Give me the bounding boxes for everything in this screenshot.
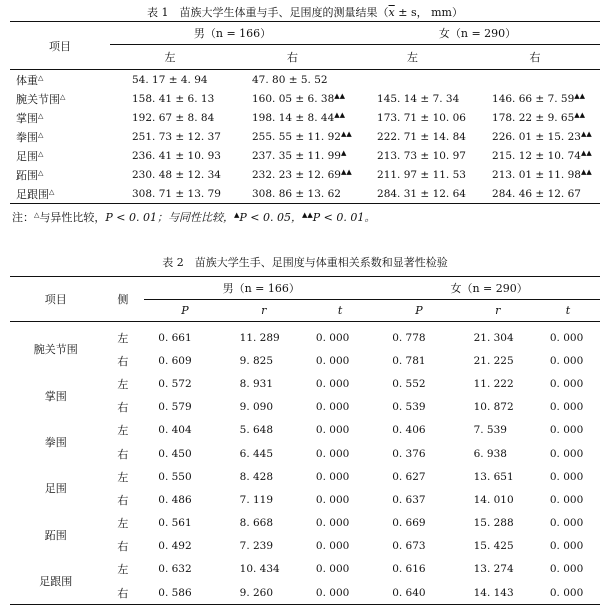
row-label-mark: △ <box>60 92 66 101</box>
value-cell: 0. 000 <box>549 493 584 506</box>
value-cell: 10. 434 <box>239 563 280 576</box>
table1-male-header: 男（n = 166） <box>110 22 355 45</box>
male-right-value <box>230 89 355 108</box>
female-left-value-text: 222. 71 ± 14. 84 <box>377 130 466 143</box>
value-cell: 0. 000 <box>549 517 584 530</box>
value-cell: 0. 000 <box>549 377 584 390</box>
male-right-value <box>230 70 355 90</box>
male-right-value-mark: ▲ <box>340 148 347 157</box>
value-cell: 0. 627 <box>392 470 426 483</box>
table1-item-header: 项目 <box>10 22 110 70</box>
value-cell: 0. 000 <box>315 354 350 367</box>
female-right-value <box>470 108 600 127</box>
group-label: 掌围 <box>44 389 67 403</box>
value-cell: 0. 579 <box>158 401 192 414</box>
note-p-same-05: P < 0. 05， <box>239 211 302 224</box>
value-cell: 8. 931 <box>239 377 274 390</box>
row-label-mark: △ <box>38 168 44 177</box>
female-left-value <box>355 108 470 127</box>
female-right-value-text: 215. 12 ± 10. 74 <box>492 149 581 162</box>
table-row <box>10 419 600 442</box>
value-cell: 8. 668 <box>239 517 274 530</box>
value-cell: 7. 119 <box>239 493 274 506</box>
value-cell: 0. 000 <box>549 401 584 414</box>
value-cell: 11. 222 <box>473 377 514 390</box>
table-row <box>10 558 600 581</box>
value-cell: 7. 239 <box>239 540 274 553</box>
value-cell: 0. 000 <box>315 401 350 414</box>
value-cell: 9. 825 <box>239 354 274 367</box>
value-cell: 0. 000 <box>315 424 350 437</box>
male-left-value <box>110 89 230 108</box>
table-row <box>10 89 600 108</box>
row-label <box>10 127 110 146</box>
value-cell: 0. 000 <box>549 470 584 483</box>
table2-col-female-p: P <box>378 300 459 322</box>
row-label-mark: △ <box>49 187 55 196</box>
value-cell: 0. 669 <box>392 517 426 530</box>
row-label <box>10 70 110 90</box>
value-cell: 9. 090 <box>239 401 274 414</box>
female-right-value-text: 146. 66 ± 7. 59 <box>492 92 575 105</box>
value-cell: 14. 010 <box>473 493 514 506</box>
male-right-value-text: 237. 35 ± 11. 99 <box>252 149 341 162</box>
value-cell: 0. 539 <box>392 401 426 414</box>
female-right-value-mark: ▲▲ <box>580 148 592 157</box>
value-cell: 13. 274 <box>473 563 514 576</box>
female-left-value-text: 145. 14 ± 7. 34 <box>377 92 460 105</box>
value-cell: 0. 000 <box>315 377 350 390</box>
male-left-value-text: 158. 41 ± 6. 13 <box>132 92 215 105</box>
value-cell: 8. 428 <box>239 470 274 483</box>
group-label: 足跟围 <box>39 575 73 589</box>
value-cell: 0. 000 <box>549 563 584 576</box>
female-right-value <box>470 146 600 165</box>
value-cell: 0. 552 <box>392 377 426 390</box>
value-cell: 0. 000 <box>549 354 584 367</box>
side-label: 左 <box>117 424 129 438</box>
table-row <box>10 146 600 165</box>
value-cell: 14. 143 <box>473 586 514 599</box>
value-cell: 0. 000 <box>315 447 350 460</box>
row-label <box>10 108 110 127</box>
value-cell: 6. 445 <box>239 447 274 460</box>
female-right-value-text: 284. 46 ± 12. 67 <box>492 187 581 200</box>
table-row <box>10 512 600 535</box>
male-right-value-text: 232. 23 ± 12. 69 <box>252 168 341 181</box>
row-label <box>10 146 110 165</box>
value-cell: 0. 000 <box>549 331 584 344</box>
table1-body <box>10 70 600 204</box>
male-right-value-text: 255. 55 ± 11. 92 <box>252 130 341 143</box>
table1-caption-prefix: 表 1 苗族大学生体重与手、足围度的测量结果（ <box>147 6 389 19</box>
value-cell: 0. 616 <box>392 563 426 576</box>
male-left-value <box>110 70 230 90</box>
male-right-value-mark: ▲▲ <box>340 167 352 176</box>
table1-caption-mean-symbol: $\overline{x}$ <box>388 6 395 19</box>
female-left-value-text: 211. 97 ± 11. 53 <box>377 168 466 181</box>
note-p-same-01: P < 0. 01。 <box>312 211 376 224</box>
female-left-value <box>355 70 470 90</box>
table1-caption <box>0 4 610 20</box>
male-left-value <box>110 184 230 204</box>
note-mark-opposite: △ <box>34 211 40 219</box>
value-cell: 0. 661 <box>158 331 192 344</box>
side-label: 右 <box>117 447 129 461</box>
row-label <box>10 165 110 184</box>
female-right-value <box>470 127 600 146</box>
table1-caption-suffix: ± s， mm） <box>394 6 463 19</box>
value-cell: 0. 000 <box>315 493 350 506</box>
side-label: 右 <box>117 540 129 554</box>
male-right-value-text: 198. 14 ± 8. 44 <box>252 111 335 124</box>
table2-side-header: 侧 <box>102 277 145 322</box>
table2-male-header: 男（n = 166） <box>144 277 378 300</box>
value-cell: 0. 404 <box>158 424 192 437</box>
male-right-value <box>230 127 355 146</box>
table2-col-male-p: P <box>144 300 225 322</box>
value-cell: 0. 000 <box>549 586 584 599</box>
note-mark-same-01: ▲▲ <box>302 211 313 219</box>
male-left-value-text: 192. 67 ± 8. 84 <box>132 111 215 124</box>
row-label-mark: △ <box>38 111 44 120</box>
value-cell: 15. 425 <box>473 540 514 553</box>
male-left-value-text: 236. 41 ± 10. 93 <box>132 149 221 162</box>
group-label: 足围 <box>44 482 67 496</box>
table2-col-female-t: t <box>536 300 600 322</box>
measurement-table <box>10 21 600 204</box>
value-cell: 0. 000 <box>549 424 584 437</box>
value-cell: 11. 289 <box>239 331 280 344</box>
value-cell: 0. 778 <box>392 331 426 344</box>
value-cell: 0. 492 <box>158 540 192 553</box>
female-right-value <box>470 70 600 90</box>
male-left-value-text: 230. 48 ± 12. 34 <box>132 168 221 181</box>
table2-caption: 表 2 苗族大学生手、足围度与体重相关系数和显著性检验 <box>162 256 448 269</box>
table-row <box>10 184 600 204</box>
female-right-value-text: 226. 01 ± 15. 23 <box>492 130 581 143</box>
value-cell: 0. 632 <box>158 563 192 576</box>
female-left-value-text: 284. 31 ± 12. 64 <box>377 187 466 200</box>
value-cell: 0. 000 <box>315 331 350 344</box>
male-right-value-mark: ▲▲ <box>334 91 346 100</box>
female-right-value-mark: ▲▲ <box>580 129 592 138</box>
value-cell: 9. 260 <box>239 586 274 599</box>
value-cell: 0. 572 <box>158 377 192 390</box>
table2-col-female-r: r <box>460 300 536 322</box>
value-cell: 0. 000 <box>315 563 350 576</box>
male-left-value <box>110 146 230 165</box>
group-label: 拳围 <box>44 435 67 449</box>
row-label-text: 腕关节围 <box>16 92 60 106</box>
value-cell: 6. 938 <box>473 447 507 460</box>
female-right-value-mark: ▲▲ <box>574 91 586 100</box>
male-right-value-mark: ▲▲ <box>340 129 352 138</box>
table1-male-right-header: 右 <box>230 45 355 70</box>
value-cell: 0. 586 <box>158 586 192 599</box>
value-cell: 0. 000 <box>549 540 584 553</box>
row-label-text: 跖围 <box>16 168 38 182</box>
male-right-value-text: 160. 05 ± 6. 38 <box>252 92 335 105</box>
male-right-value-text: 308. 86 ± 13. 62 <box>252 187 341 200</box>
row-label-text: 拳围 <box>16 130 38 144</box>
table-row <box>10 372 600 395</box>
value-cell: 0. 000 <box>549 447 584 460</box>
table1-note <box>12 209 375 225</box>
female-left-value <box>355 89 470 108</box>
value-cell: 0. 000 <box>315 586 350 599</box>
male-right-value <box>230 146 355 165</box>
value-cell: 0. 609 <box>158 354 192 367</box>
value-cell: 21. 225 <box>473 354 514 367</box>
value-cell: 0. 781 <box>392 354 426 367</box>
male-left-value <box>110 127 230 146</box>
value-cell: 0. 640 <box>392 586 426 599</box>
value-cell: 21. 304 <box>473 331 514 344</box>
male-left-value-text: 54. 17 ± 4. 94 <box>132 73 208 86</box>
female-left-value <box>355 184 470 204</box>
side-label: 右 <box>117 493 129 507</box>
side-label: 左 <box>117 377 129 391</box>
note-prefix: 注： <box>12 211 34 224</box>
female-right-value <box>470 165 600 184</box>
table2-col-male-r: r <box>226 300 302 322</box>
row-label-mark: △ <box>38 149 44 158</box>
value-cell: 0. 550 <box>158 470 192 483</box>
male-right-value-mark: ▲▲ <box>334 110 346 119</box>
male-left-value-text: 251. 73 ± 12. 37 <box>132 130 221 143</box>
table2-female-header: 女（n = 290） <box>378 277 600 300</box>
female-left-value-text: 213. 73 ± 10. 97 <box>377 149 466 162</box>
row-label-text: 体重 <box>16 73 38 87</box>
female-right-value-mark: ▲▲ <box>574 110 586 119</box>
row-label-text: 足围 <box>16 149 38 163</box>
male-right-value <box>230 165 355 184</box>
row-label-text: 掌围 <box>16 111 38 125</box>
table1-female-header: 女（n = 290） <box>355 22 600 45</box>
female-left-value <box>355 165 470 184</box>
table1-male-left-header: 左 <box>110 45 230 70</box>
table2-col-male-t: t <box>302 300 378 322</box>
note-text-opposite: 与异性比较， <box>39 211 106 224</box>
side-label: 左 <box>117 517 129 531</box>
value-cell: 5. 648 <box>239 424 274 437</box>
row-label-mark: △ <box>38 73 44 82</box>
table-row <box>10 70 600 90</box>
row-label <box>10 184 110 204</box>
female-right-value-text: 213. 01 ± 11. 98 <box>492 168 581 181</box>
female-left-value-text: 173. 71 ± 10. 06 <box>377 111 466 124</box>
correlation-table <box>10 276 600 605</box>
table1-female-right-header: 右 <box>470 45 600 70</box>
value-cell: 0. 000 <box>315 540 350 553</box>
note-p-opposite: P < 0. 01；与同性比较， <box>105 211 234 224</box>
table2-item-header: 项目 <box>10 277 102 322</box>
male-right-value <box>230 108 355 127</box>
table-row <box>10 322 600 350</box>
value-cell: 0. 486 <box>158 493 192 506</box>
male-left-value <box>110 165 230 184</box>
value-cell: 0. 376 <box>392 447 426 460</box>
row-label-mark: △ <box>38 130 44 139</box>
value-cell: 0. 000 <box>315 517 350 530</box>
value-cell: 0. 000 <box>315 470 350 483</box>
side-label: 左 <box>117 331 129 345</box>
value-cell: 0. 406 <box>392 424 426 437</box>
female-right-value-text: 178. 22 ± 9. 65 <box>492 111 575 124</box>
female-right-value <box>470 89 600 108</box>
table-row <box>10 465 600 488</box>
value-cell: 7. 539 <box>473 424 507 437</box>
side-label: 右 <box>117 586 129 600</box>
female-right-value <box>470 184 600 204</box>
male-right-value <box>230 184 355 204</box>
row-label-text: 足跟围 <box>16 187 49 201</box>
side-label: 右 <box>117 354 129 368</box>
female-left-value <box>355 127 470 146</box>
row-label <box>10 89 110 108</box>
value-cell: 0. 673 <box>392 540 426 553</box>
side-label: 左 <box>117 563 129 577</box>
table2-body <box>10 322 600 605</box>
table-row <box>10 108 600 127</box>
value-cell: 10. 872 <box>473 401 514 414</box>
table-row <box>10 127 600 146</box>
male-right-value-text: 47. 80 ± 5. 52 <box>252 73 328 86</box>
value-cell: 0. 561 <box>158 517 192 530</box>
group-label: 跖围 <box>44 528 67 542</box>
value-cell: 15. 288 <box>473 517 514 530</box>
value-cell: 13. 651 <box>473 470 514 483</box>
side-label: 右 <box>117 401 129 415</box>
male-left-value-text: 308. 71 ± 13. 79 <box>132 187 221 200</box>
group-label: 腕关节围 <box>33 343 78 357</box>
side-label: 左 <box>117 470 129 484</box>
value-cell: 0. 637 <box>392 493 426 506</box>
female-left-value <box>355 146 470 165</box>
table1-female-left-header: 左 <box>355 45 470 70</box>
male-left-value <box>110 108 230 127</box>
table-row <box>10 165 600 184</box>
note-mark-same-05: ▲ <box>234 211 240 219</box>
value-cell: 0. 450 <box>158 447 192 460</box>
female-right-value-mark: ▲▲ <box>580 167 592 176</box>
